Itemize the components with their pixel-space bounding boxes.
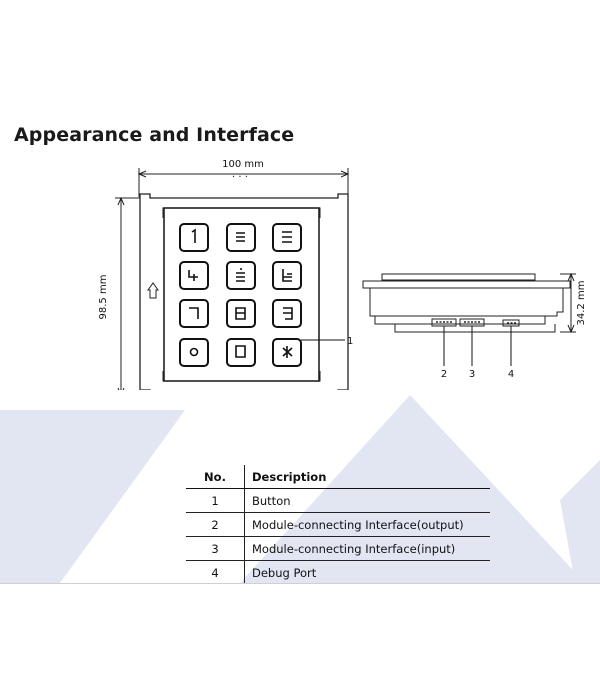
header-description: Description — [245, 465, 491, 489]
row-description: Module-connecting Interface(output) — [245, 513, 491, 537]
table-row — [186, 513, 490, 537]
button-key-star — [180, 339, 208, 366]
row-no: 2 — [186, 513, 245, 537]
button-key-6 — [273, 262, 301, 289]
callout-3-label: 3 — [468, 369, 476, 380]
callout-4-label: 4 — [507, 369, 515, 380]
button-key-5 — [227, 262, 255, 289]
depth-label: 34.2 mm — [576, 280, 587, 326]
table-row — [186, 537, 490, 561]
interface-description-table — [186, 465, 490, 584]
button-key-7 — [180, 300, 208, 327]
svg-text:· · ·: · · · — [232, 172, 248, 183]
header-no: No. — [186, 465, 245, 489]
bottom-divider — [0, 583, 600, 584]
width-label: 100 mm — [222, 159, 264, 170]
row-description: Debug Port — [252, 565, 317, 580]
keypad-buttons — [180, 224, 301, 366]
button-key-1 — [180, 224, 208, 251]
product-diagram — [0, 150, 600, 390]
row-description: Module-connecting Interface(input) — [245, 537, 491, 561]
table-header-row — [186, 465, 490, 489]
height-dimension — [115, 198, 140, 390]
side-view — [363, 274, 570, 332]
button-key-0 — [227, 339, 255, 366]
depth-dimension — [560, 274, 576, 332]
row-no: 3 — [186, 537, 245, 561]
page-title: Appearance and Interface — [14, 124, 295, 146]
row-description: Button — [245, 489, 491, 513]
callout-1-label: 1 — [347, 336, 354, 347]
callout-2-label: 2 — [440, 369, 448, 380]
row-no: 4 — [186, 561, 245, 585]
table-row — [186, 561, 490, 585]
row-no: 1 — [186, 489, 245, 513]
table-row — [186, 489, 490, 513]
height-label: 98.5 mm — [98, 274, 109, 320]
watermark-shape-left — [0, 410, 185, 583]
